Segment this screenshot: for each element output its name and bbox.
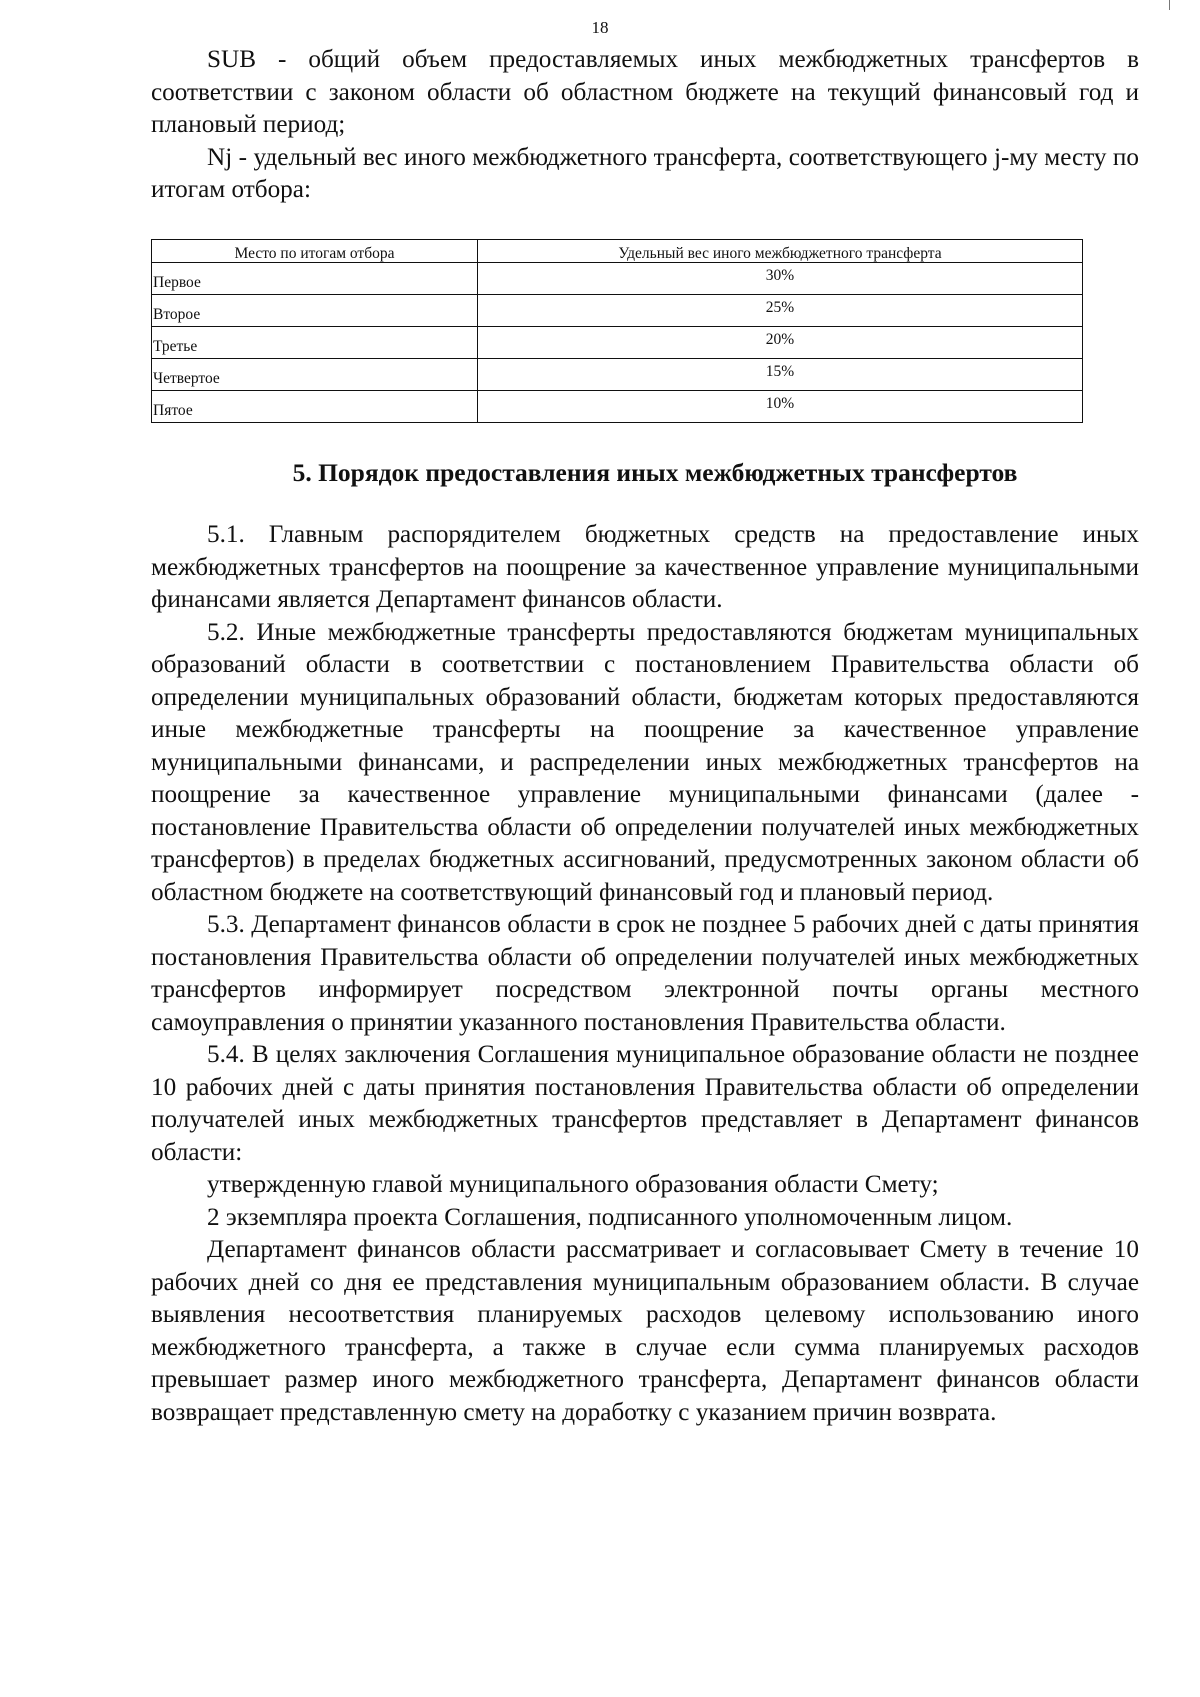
table-row xyxy=(152,294,1083,326)
table-header-weight: Удельный вес иного межбюджетного трансферта xyxy=(478,239,1083,262)
table-cell-weight xyxy=(478,390,1083,422)
table-cell-weight xyxy=(478,262,1083,294)
paragraph-5-3: 5.3. Департамент финансов области в срок не позднее 5 рабочих дней с даты принятия постановления Правительства области об определении получателей иных межбюджетных трансфертов информирует посредством электронной почты органы местного самоуправления о принятии указанного постановления Правительства области. xyxy=(151,911,1139,1036)
paragraph-5-1: 5.1. Главным распорядителем бюджетных средств на предоставление иных межбюджетных трансфертов на поощрение за качественное управление муниципальными финансами является Департамент финансов области. xyxy=(151,521,1139,613)
closing-paragraph: Департамент финансов области рассматривает и согласовывает Смету в течение 10 рабочих дней со дня ее представления муниципальным образованием области. В случае выявления несоответствия планируемых расходов целевому использованию иного межбюджетного трансферта, а также в случае если сумма планируемых расходов превышает размер иного межбюджетного трансферта, Департамент финансов области возвращает представленную смету на доработку с указанием причин возврата. xyxy=(151,1236,1139,1426)
place-label: Пятое xyxy=(153,401,193,419)
table-row xyxy=(152,262,1083,294)
table-cell-weight xyxy=(478,358,1083,390)
place-label: Четвертое xyxy=(153,369,220,387)
weight-value: 25% xyxy=(765,298,795,316)
document-body xyxy=(151,44,1139,1429)
page-number: 18 xyxy=(591,18,609,37)
table-header-place: Место по итогам отбора xyxy=(152,239,478,262)
place-label: Второе xyxy=(153,305,201,323)
table-row xyxy=(152,390,1083,422)
table-header-row xyxy=(152,239,1083,262)
list-item: 2 экземпляра проекта Соглашения, подписанного уполномоченным лицом. xyxy=(207,1203,1013,1231)
table-cell-place xyxy=(152,358,478,390)
paragraph-5-4: 5.4. В целях заключения Соглашения муниципальное образование области не позднее 10 рабочих дней с даты принятия постановления Правительства области об определении получателей иных межбюджетных трансфертов представляет в Департамент финансов области: xyxy=(151,1041,1139,1166)
intro-sub-definition: SUB - общий объем предоставляемых иных межбюджетных трансфертов в соответствии с законом области об областном бюджете на текущий финансовый год и плановый период; xyxy=(151,46,1139,138)
section-title: 5. Порядок предоставления иных межбюджетных трансфертов xyxy=(292,457,1018,487)
intro-nj-definition: Nj - удельный вес иного межбюджетного трансферта, соответствующего j-му месту по итогам отбора: xyxy=(151,143,1139,203)
table-cell-place xyxy=(152,326,478,358)
table-row xyxy=(152,326,1083,358)
table-row xyxy=(152,358,1083,390)
list-item: утвержденную главой муниципального образования области Смету; xyxy=(207,1171,939,1198)
table-cell-place xyxy=(152,390,478,422)
place-label: Третье xyxy=(153,337,198,355)
scan-edge-mark xyxy=(1169,0,1170,10)
paragraph-5-2: 5.2. Иные межбюджетные трансферты предоставляются бюджетам муниципальных образований области в соответствии с постановлением Правительства области об определении муниципальных образований области, бюджетам которых предоставляются иные межбюджетные трансферты на поощрение за качественное управление муниципальными финансами, и распределении иных межбюджетных трансфертов на поощрение за качественное управление муниципальными финансами (далее - постановление Правительства области об определении получателей иных межбюджетных трансфертов) в пределах бюджетных ассигнований, предусмотренных законом области об областном бюджете на соответствующий финансовый год и плановый период. xyxy=(151,618,1139,906)
weight-value: 15% xyxy=(765,362,795,380)
table-cell-weight xyxy=(478,326,1083,358)
weight-value: 20% xyxy=(765,330,795,348)
weight-value: 30% xyxy=(765,266,795,284)
weight-table xyxy=(151,239,1083,423)
table-cell-place xyxy=(152,262,478,294)
place-label: Первое xyxy=(153,273,201,291)
table-cell-place xyxy=(152,294,478,326)
weight-value: 10% xyxy=(765,394,795,412)
table-cell-weight xyxy=(478,294,1083,326)
